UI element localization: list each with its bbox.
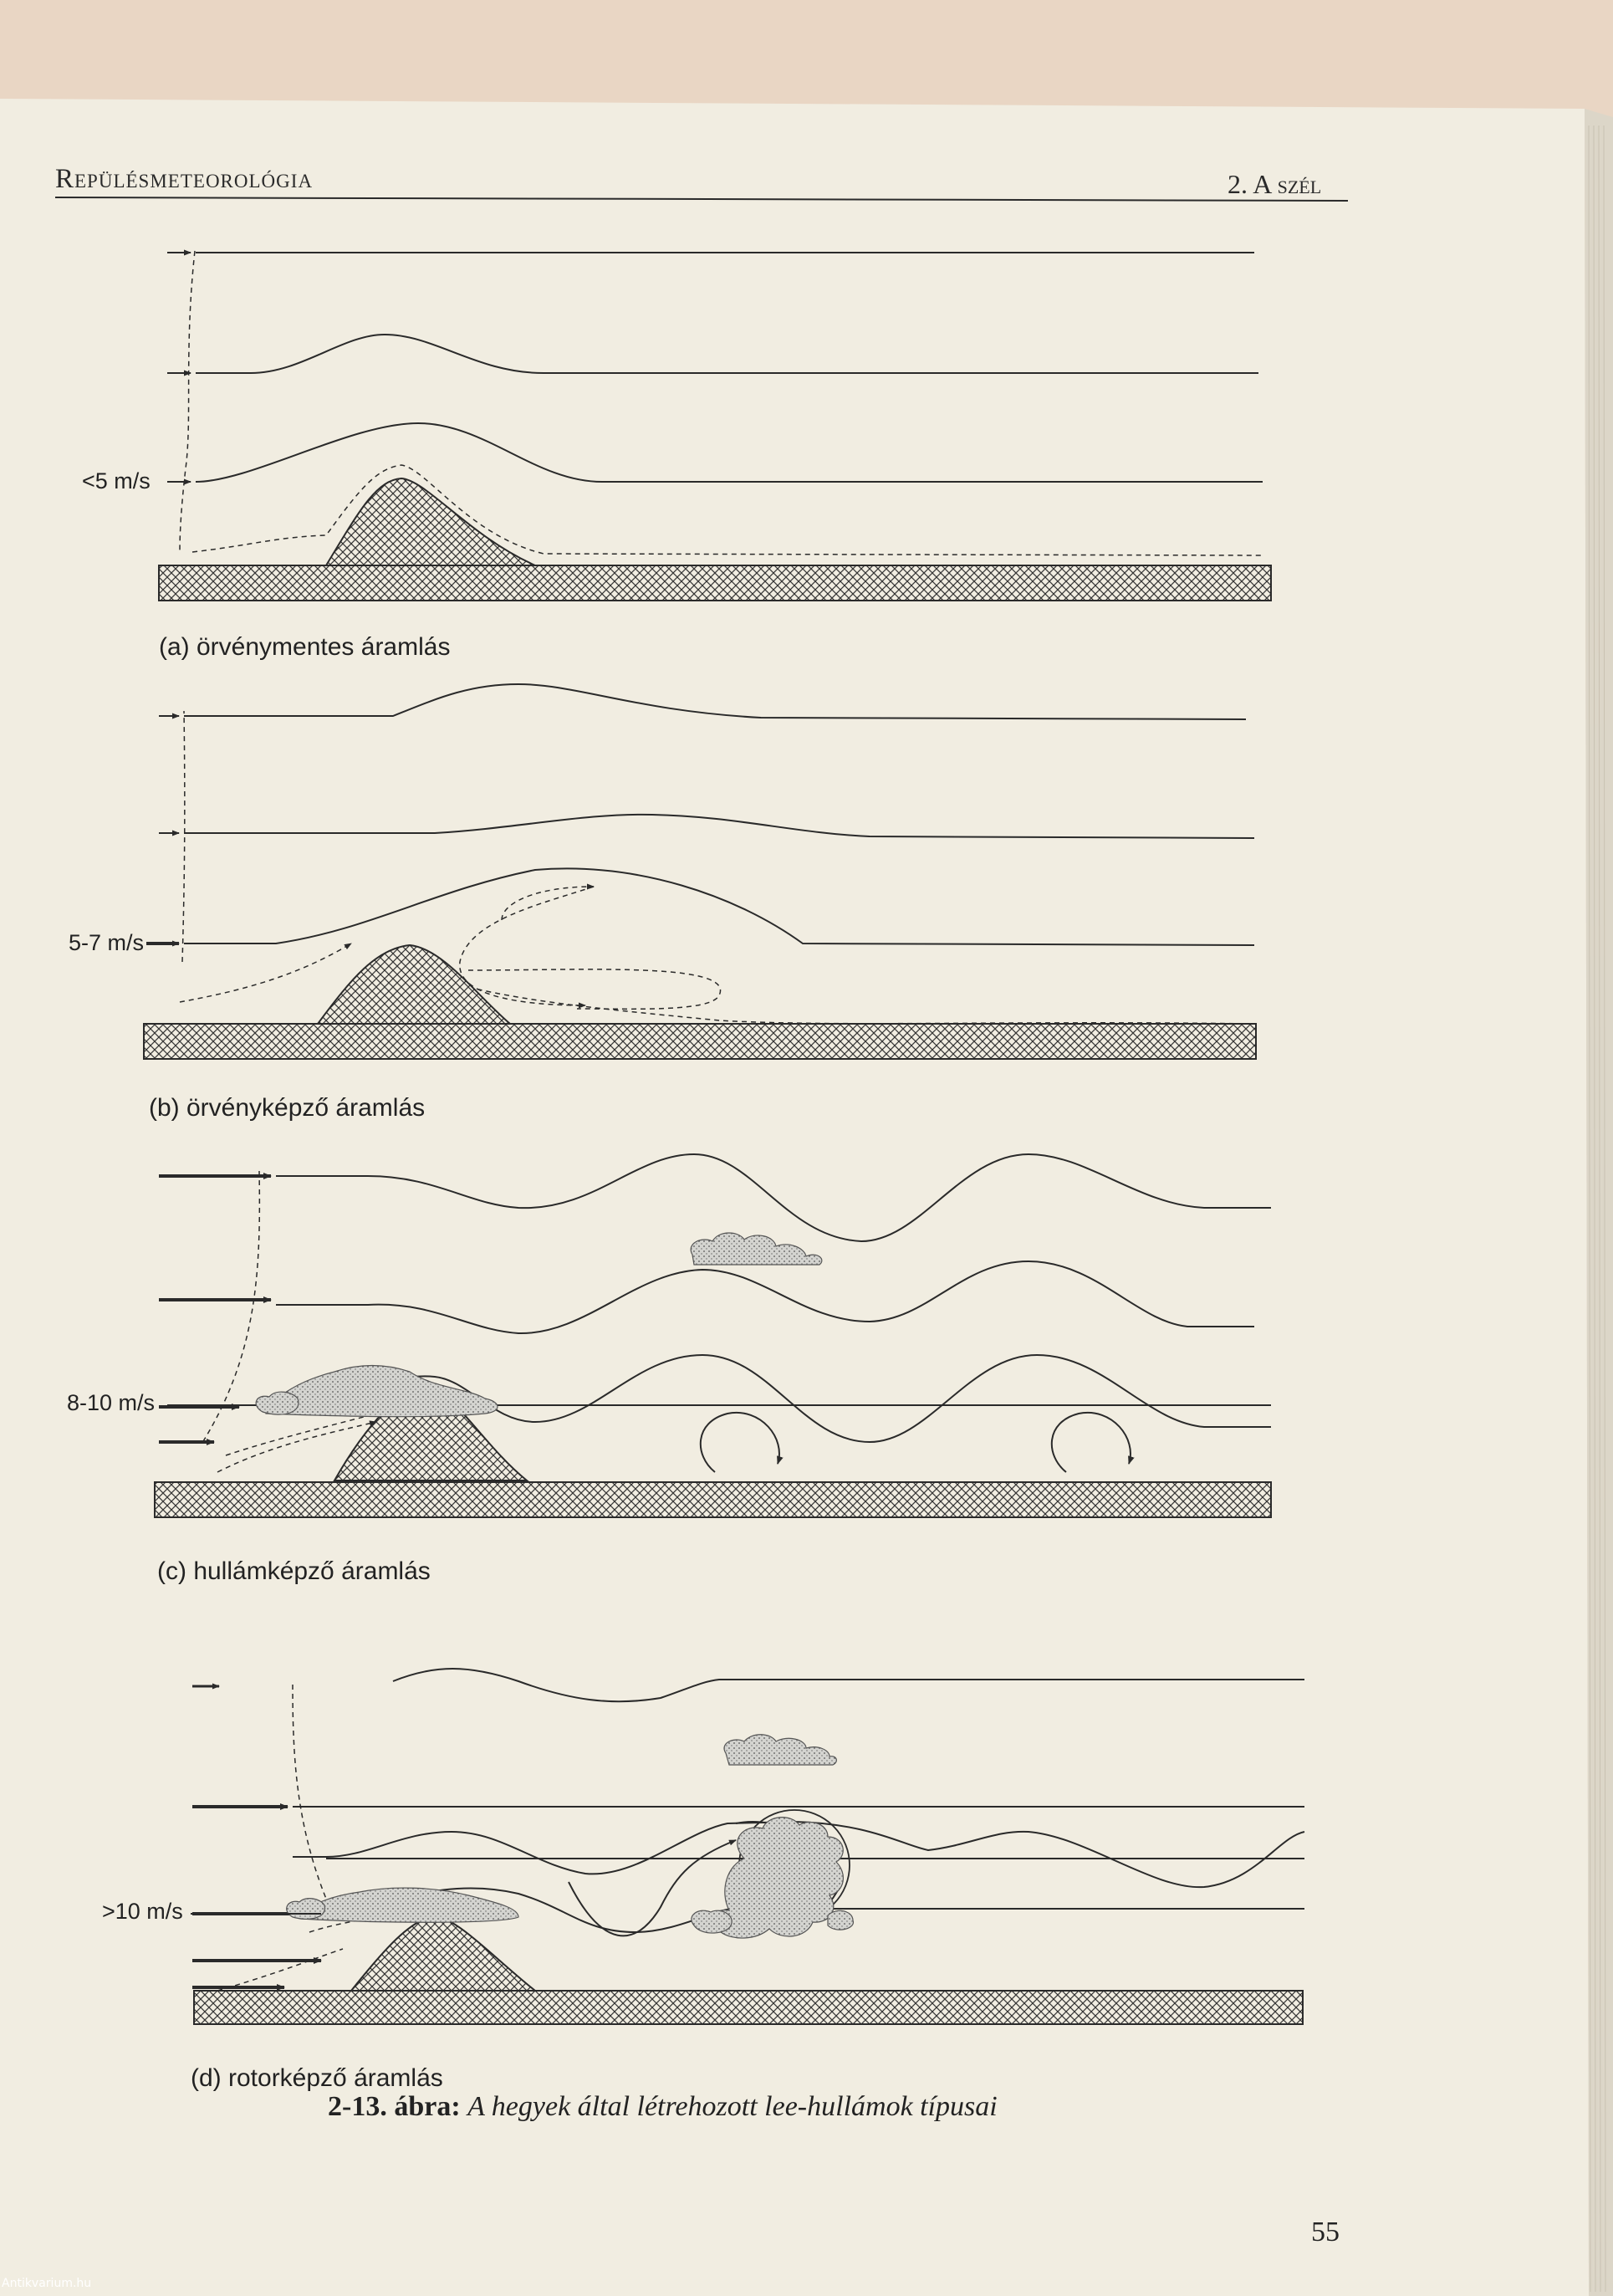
figure-caption: [328, 2091, 998, 2123]
panel-b-caption: (b) örvényképző áramlás: [149, 1094, 426, 1122]
panel-c-speed-label: 8-10 m/s: [67, 1390, 156, 1415]
panel-c-caption: (c) hullámképző áramlás: [157, 1557, 431, 1585]
paper-sheet: [0, 99, 1589, 2296]
figure-title: A hegyek által létrehozott lee-hullámok típusai: [467, 2091, 998, 2122]
panel-d-speed-label: >10 m/s: [102, 1899, 183, 1924]
page-number: 55: [1311, 2217, 1340, 2247]
watermark: Antikvarium.hu: [2, 2277, 92, 2290]
running-title: Repülésmeteorológia: [55, 164, 314, 194]
section-title: 2. A szél: [1228, 169, 1322, 199]
panel-a-speed-label: <5 m/s: [82, 468, 151, 493]
panel-a-caption: (a) örvénymentes áramlás: [159, 633, 451, 661]
panel-b-speed-label: 5-7 m/s: [69, 930, 145, 955]
figure-number: 2-13. ábra:: [328, 2091, 461, 2122]
panel-d-caption: (d) rotorképző áramlás: [191, 2064, 443, 2092]
